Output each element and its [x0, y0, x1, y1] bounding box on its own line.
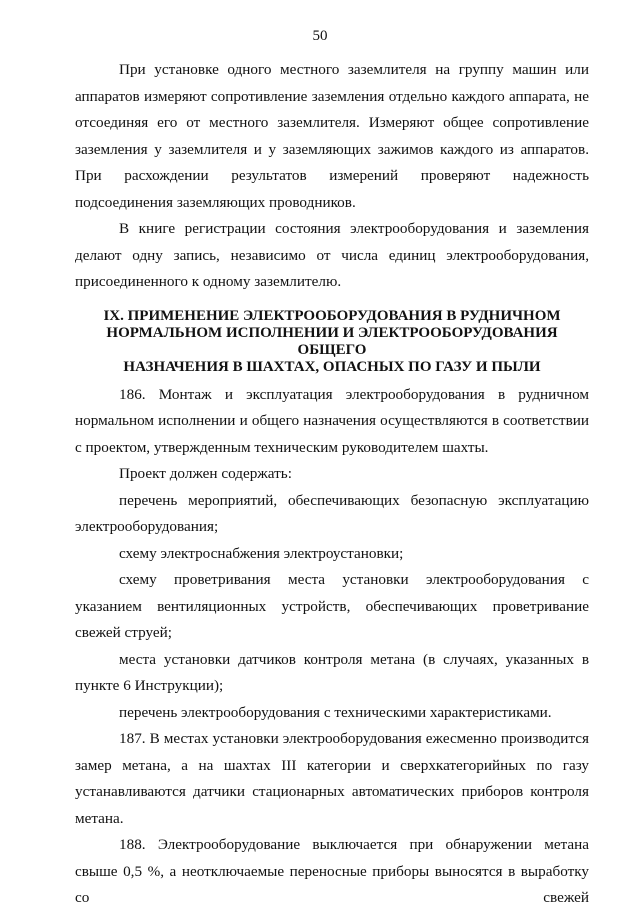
- paragraph-registration-book: В книге регистрации состояния электрооборудования и заземления делают одну запись, независимо от числа единиц электрооборудования, присоединенного к одному заземлителю.: [75, 220, 589, 290]
- list-item-equipment-list: перечень электрооборудования с техническими характеристиками.: [119, 703, 552, 721]
- page-number: 50: [312, 28, 328, 44]
- paragraph-188: 188. Электрооборудование выключается при обнаружении метана свыше 0,5 %, а неотключаемые переносные приборы выносятся в выработку со свежей: [75, 836, 589, 906]
- paragraph-grounding-measurement: При установке одного местного заземлителя на группу машин или аппаратов измеряют сопротивление заземления отдельно каждого аппарата, не отсоединяя его от местного заземлителя. Измеряют общее сопротивление заземления у заземлителя и у заземляющих зажимов каждого из аппаратов. При расхождении результатов измерений проверяют надежность подсоединения заземляющих проводников.: [75, 61, 589, 211]
- paragraph-project-contents: Проект должен содержать:: [119, 465, 292, 482]
- body-text: [75, 57, 589, 912]
- paragraph-186: 186. Монтаж и эксплуатация электрооборудования в рудничном нормальном исполнении и общего назначения осуществляются в соответствии с проектом, утвержденным техническим руководителем шахты.: [75, 385, 589, 456]
- paragraph-187: 187. В местах установки электрооборудования ежесменно производится замер метана, а на шахтах III категории и сверхкатегорийных по газу устанавливаются датчики стационарных автоматических приборов контроля метана.: [75, 730, 589, 827]
- list-item-power-scheme: схему электроснабжения электроустановки;: [119, 544, 404, 562]
- list-item-methane-sensors: места установки датчиков контроля метана (в случаях, указанных в пункте 6 Инструкции);: [75, 650, 589, 694]
- section-heading: [75, 308, 589, 376]
- section-heading-line-3: НАЗНАЧЕНИЯ В ШАХТАХ, ОПАСНЫХ ПО ГАЗУ И ПЫЛИ: [123, 358, 541, 375]
- list-item-measures: перечень мероприятий, обеспечивающих безопасную эксплуатацию электрооборудования;: [75, 491, 589, 535]
- list-item-ventilation-scheme: схему проветривания места установки электрооборудования с указанием вентиляционных устройств, обеспечивающих проветривание свежей струей;: [75, 571, 589, 641]
- section-heading-line-1: IX. ПРИМЕНЕНИЕ ЭЛЕКТРООБОРУДОВАНИЯ В РУДНИЧНОМ: [103, 307, 561, 324]
- section-heading-line-2: НОРМАЛЬНОМ ИСПОЛНЕНИИ И ЭЛЕКТРООБОРУДОВАНИЯ ОБЩЕГО: [106, 324, 558, 358]
